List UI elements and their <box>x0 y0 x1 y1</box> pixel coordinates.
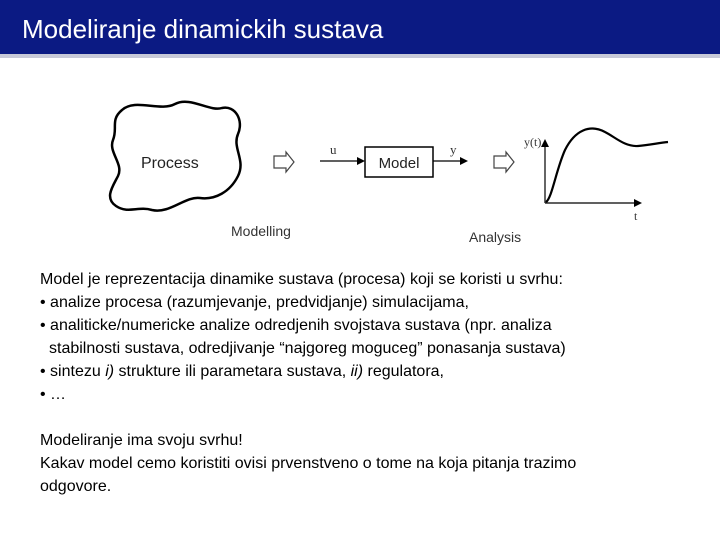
bullet-analysis-line2: stabilnosti sustava, odredjivanje “najgoreg moguceg” ponasanja sustava) <box>49 340 566 357</box>
output-label: y <box>450 142 457 157</box>
paragraph-gap <box>40 406 690 429</box>
bullet-synthesis <box>40 360 690 383</box>
output-arrowhead <box>460 157 468 165</box>
response-ylabel: y(t) <box>524 135 542 149</box>
slide-title: Modeliranje dinamickih sustava <box>22 14 384 44</box>
intro-line: Model je reprezentacija dinamike sustava (procesa) koji se koristi u svrhu: <box>40 271 563 288</box>
step-response-curve <box>546 129 668 202</box>
response-xlabel: t <box>634 209 638 223</box>
bullet-synthesis-i: i) <box>105 363 115 380</box>
bullet-synthesis-a: • sintezu <box>40 363 106 380</box>
response-y-arrowhead <box>541 139 549 147</box>
bullet-synthesis-c: regulatora, <box>363 363 444 380</box>
hollow-arrow-2 <box>494 152 514 172</box>
body-text <box>40 268 690 498</box>
modelling-label: Modelling <box>231 223 291 239</box>
closing-line3: odgovore. <box>40 478 112 495</box>
bullet-simulation: • analize procesa (razumjevanje, predvidjanje) simulacijama, <box>40 294 469 311</box>
hollow-arrow-1 <box>274 152 294 172</box>
bullet-ellipsis: • … <box>40 386 67 403</box>
response-x-arrowhead <box>634 199 642 207</box>
process-label: Process <box>141 155 199 172</box>
modelling-diagram <box>0 58 720 258</box>
input-label: u <box>330 142 337 157</box>
title-bar <box>0 0 720 58</box>
bullet-analysis-line1: • analiticke/numericke analize odredjenih svojstava sustava (npr. analiza <box>40 317 552 334</box>
closing-line1: Modeliranje ima svoju svrhu! <box>40 432 243 449</box>
analysis-label: Analysis <box>469 229 522 245</box>
model-label: Model <box>378 155 420 172</box>
bullet-synthesis-ii: ii) <box>350 363 364 380</box>
bullet-synthesis-b: strukture ili parametara sustava, <box>114 363 351 380</box>
input-arrowhead <box>357 157 365 165</box>
closing-line2: Kakav model cemo koristiti ovisi prvenstveno o tome na koja pitanja trazimo <box>40 455 577 472</box>
